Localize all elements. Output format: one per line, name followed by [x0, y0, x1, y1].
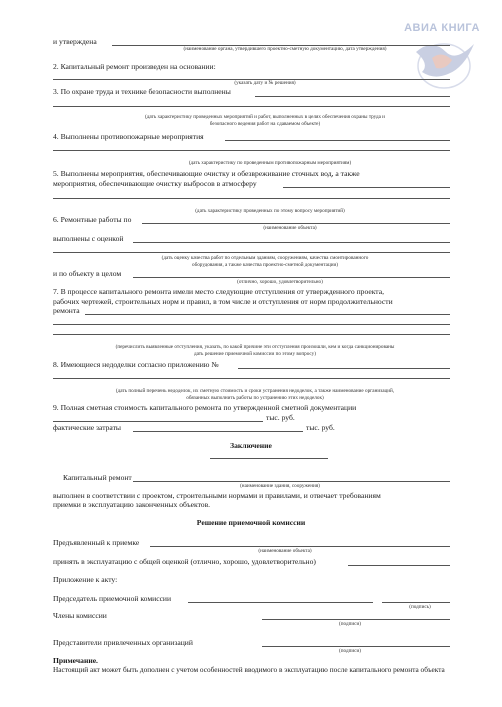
note-title: Примечание.: [53, 656, 98, 665]
conclusion-repair-label: Капитальный ремонт: [63, 473, 132, 482]
section-3-hint-2: безопасного ведения работ на сдаваемом объекте): [209, 121, 321, 127]
aviakniga-logo: [392, 22, 492, 94]
decision-sign-hint-3: (подписи): [339, 648, 361, 654]
section-9-actual-line[interactable]: [133, 431, 303, 432]
section-9-actual-label: фактические затраты: [53, 423, 122, 432]
section-5-label-2: мероприятия, обеспечивающие очистку выбросов в атмосферу: [53, 179, 257, 188]
conclusion-heading: Заключение: [230, 441, 272, 450]
decision-heading: Решение приемочной комиссии: [196, 518, 306, 527]
section-6-label: 6. Ремонтные работы по: [53, 215, 132, 224]
section-6-overall-label: и по объекту в целом: [53, 269, 122, 278]
conclusion-text-2: приемки в эксплуатацию законченных объектов.: [53, 500, 211, 509]
section-3-hint-1: (дать характеристику проведенных мероприятий и работ, выполненных в целях обеспечения охраны труда и: [145, 114, 385, 120]
decision-reps-line[interactable]: [262, 646, 450, 647]
decision-members-line[interactable]: [262, 619, 450, 620]
section-7-line-3[interactable]: [53, 334, 450, 335]
section-7-line-1[interactable]: [85, 314, 450, 315]
logo-bird-icon: [392, 22, 492, 94]
section-7-hint-2: дать решение приемочной комиссии по этому вопросу): [193, 351, 316, 357]
section-6-hint-4: (отлично, хорошо, удовлетворительно): [237, 279, 323, 285]
section-7-hint-1: (перечислить выявленные отступления, указать, по какой причине эти отступления произошли, кем и когда санкционированы: [115, 344, 395, 350]
section-5-line-1[interactable]: [283, 187, 450, 188]
note-text: Настоящий акт может быть дополнен с учетом особенностей вводимого в эксплуатацию после капитального ремонта объекта: [53, 665, 445, 674]
section-7-label-3: ремонта: [53, 306, 80, 315]
section-9-total-line[interactable]: [53, 421, 263, 422]
section-6-hint: (наименование объекта): [263, 225, 317, 231]
section-8-line-1[interactable]: [238, 368, 450, 369]
decision-presented-line[interactable]: [150, 546, 450, 547]
section-6-line-3[interactable]: [53, 252, 450, 253]
conclusion-text-1: выполнен в соответствии с проектом, строительными нормами и правилами, и отвечает требованиям: [53, 491, 381, 500]
section-9-rub: тыс. руб.: [266, 413, 295, 422]
section-7-line-2[interactable]: [53, 324, 450, 325]
section-2-hint: (указать дату и № решения): [234, 80, 296, 86]
conclusion-underline: [210, 458, 328, 459]
conclusion-repair-line[interactable]: [133, 481, 450, 482]
section-8-line-2[interactable]: [53, 378, 450, 379]
section-7-label-2: рабочих чертежей, строительных норм и правил, в том числе и отступления от норм продолжительности: [53, 297, 393, 306]
section-4-line-1[interactable]: [225, 140, 450, 141]
decision-presented-hint: (наименование объекта): [258, 548, 312, 554]
decision-appendix-label: Приложение к акту:: [53, 575, 118, 584]
section-6-hint-3: оборудования, а также качества проектно-сметной документации): [191, 262, 339, 268]
decision-chairman-sign-line[interactable]: [382, 602, 450, 603]
approved-hint: (наименование органа, утвердившего проектно-сметную документацию, дата утверждения): [183, 46, 387, 52]
section-6-line-4[interactable]: [133, 277, 450, 278]
section-6-hint-2: (дать оценку качества работ по отдельным зданиям, сооружениям, качества смонтированного: [161, 255, 369, 261]
section-5-hint: (дать характеристику проведенных по этому вопросу мероприятий): [195, 208, 345, 214]
section-2-label: 2. Капитальный ремонт произведен на основании:: [53, 62, 216, 71]
decision-accept-line[interactable]: [348, 565, 450, 566]
section-6-rating-label: выполнены с оценкой: [53, 234, 124, 243]
section-3-label: 3. По охране труда и технике безопасности выполнены: [53, 87, 231, 96]
approved-label: и утверждена: [53, 37, 97, 46]
section-4-line-2[interactable]: [53, 150, 450, 151]
section-6-line-1[interactable]: [142, 223, 450, 224]
section-4-label: 4. Выполнены противопожарные мероприятия: [53, 132, 204, 141]
section-7-label-1: 7. В процессе капитального ремонта имели место следующие отступления от утвержденного проекта,: [53, 287, 384, 296]
section-8-label: 8. Имеющиеся недоделки согласно приложению №: [53, 360, 219, 369]
section-3-line-2[interactable]: [53, 106, 450, 107]
decision-sign-hint-1: (подпись): [409, 604, 431, 610]
section-5-line-2[interactable]: [53, 198, 450, 199]
section-6-line-2[interactable]: [133, 242, 450, 243]
section-9-label: 9. Полная сметная стоимость капитального ремонта по утвержденной сметной документации: [53, 403, 357, 412]
decision-reps-label: Представители привлеченных организаций: [53, 638, 193, 647]
section-4-hint: (дать характеристику по проведенным противопожарным мероприятиям): [188, 160, 352, 166]
decision-members-label: Члены комиссии: [53, 611, 107, 620]
logo-text: АВИА КНИГА: [404, 22, 480, 34]
decision-presented-label: Предъявленный к приемке: [53, 538, 140, 547]
section-5-label-1: 5. Выполнены мероприятия, обеспечивающие очистку и обезвреживание сточных вод, а также: [53, 169, 360, 178]
section-9-rub-2: тыс. руб.: [306, 423, 335, 432]
decision-chairman-label: Председатель приемочной комиссии: [53, 594, 172, 603]
section-8-hint-2: обязанных выполнить работы по устранению этих недоделок): [186, 395, 324, 401]
decision-chairman-line[interactable]: [188, 602, 373, 603]
decision-accept-label: принять в эксплуатацию с общей оценкой (отлично, хорошо, удовлетворительно): [53, 557, 316, 566]
section-8-hint-1: (дать полный перечень недоделок, их сметную стоимость и сроки устранения недоделок, а также наименование организаций,: [115, 388, 395, 394]
section-3-line-1[interactable]: [255, 96, 450, 97]
decision-sign-hint-2: (подписи): [339, 621, 361, 627]
conclusion-repair-hint: (наименование здания, сооружения): [240, 483, 320, 489]
